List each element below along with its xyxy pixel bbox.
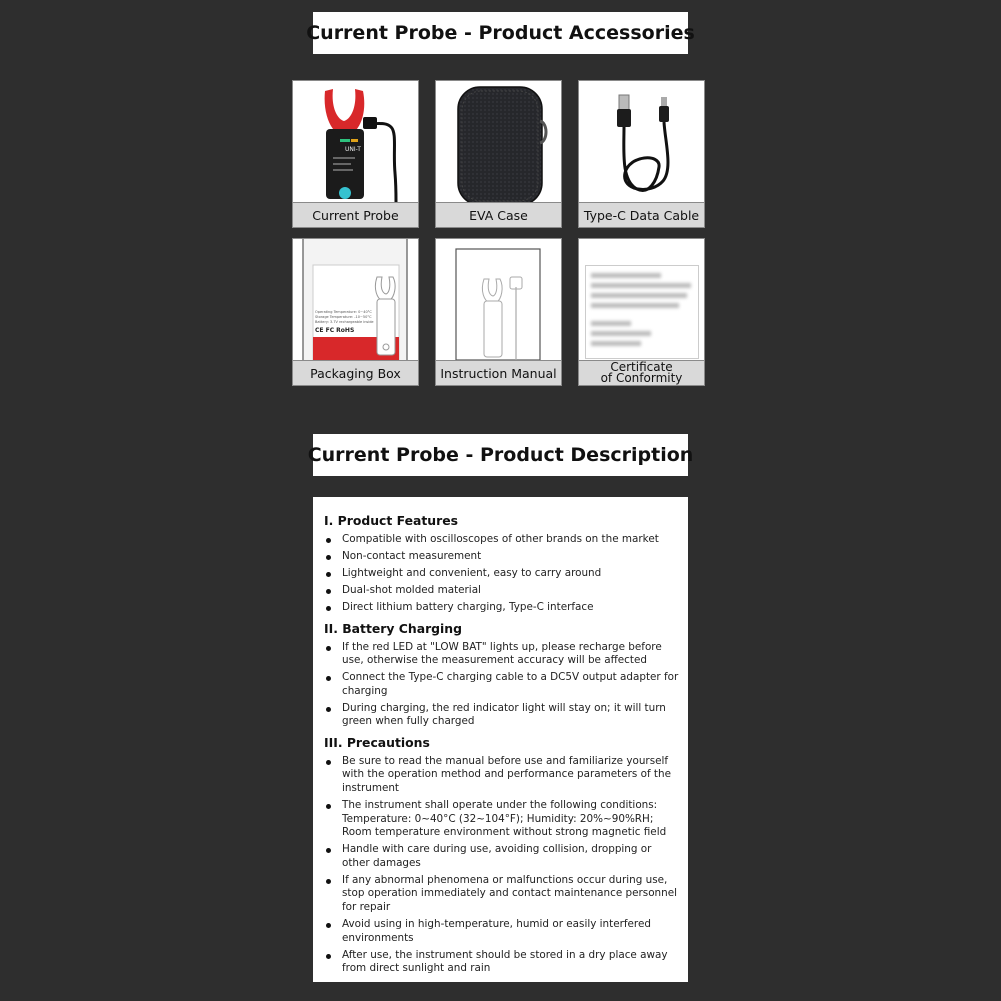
caption-current-probe: Current Probe — [293, 202, 418, 227]
probe-brand-text: UNI-T — [345, 146, 361, 153]
box-icon — [293, 239, 418, 360]
description-panel — [313, 497, 688, 982]
list-item: Be sure to read the manual before use and familiarize yourself with the operation method and performance parameters of the instrument — [324, 755, 679, 796]
box-text-3: Battery: 3.7V rechargeable inside — [315, 320, 374, 324]
list-item: If any abnormal phenomena or malfunctions occur during use, stop operation immediately and contact maintenance personnel for repair — [324, 874, 679, 915]
section-battery-charging — [324, 621, 679, 729]
caption-certificate — [579, 360, 704, 385]
accessories-title: Current Probe - Product Accessories — [313, 12, 688, 54]
box-marks: CE FC RoHS — [315, 327, 355, 334]
accessory-card-eva-case — [435, 80, 562, 228]
charging-list — [324, 641, 679, 729]
caption-type-c-cable: Type-C Data Cable — [579, 202, 704, 227]
list-item: Dual-shot molded material — [324, 584, 679, 598]
accessory-card-type-c-cable — [578, 80, 705, 228]
list-item: Compatible with oscilloscopes of other brands on the market — [324, 533, 679, 547]
section-precautions — [324, 735, 679, 976]
usb-cable-icon — [579, 81, 704, 202]
accessory-card-instruction-manual — [435, 238, 562, 386]
caption-eva-case: EVA Case — [436, 202, 561, 227]
case-icon — [436, 81, 561, 202]
clamp-meter-icon — [293, 81, 418, 202]
caption-packaging-box: Packaging Box — [293, 360, 418, 385]
caption-certificate-line2: of Conformity — [600, 371, 683, 385]
section-heading: II. Battery Charging — [324, 620, 462, 636]
precautions-list — [324, 755, 679, 976]
list-item: If the red LED at "LOW BAT" lights up, please recharge before use, otherwise the measurement accuracy will be affected — [324, 641, 679, 668]
list-item: The instrument shall operate under the following conditions: Temperature: 0~40°C (32~104°F); Humidity: 20%~90%RH; Room temperature environment without strong magnetic field — [324, 799, 679, 840]
manual-icon — [436, 239, 561, 360]
accessory-card-packaging-box — [292, 238, 419, 386]
caption-certificate-line1: Certificate — [610, 360, 673, 374]
caption-instruction-manual: Instruction Manual — [436, 360, 561, 385]
list-item: Handle with care during use, avoiding collision, dropping or other damages — [324, 843, 679, 870]
accessory-card-certificate — [578, 238, 705, 386]
box-text-1: Operating Temperature: 0~40°C — [315, 310, 372, 314]
list-item: Connect the Type-C charging cable to a DC5V output adapter for charging — [324, 671, 679, 698]
section-heading: I. Product Features — [324, 513, 458, 528]
section-heading: III. Precautions — [324, 734, 430, 750]
description-title: Current Probe - Product Description — [313, 434, 688, 476]
section-product-features — [324, 513, 679, 615]
list-item: Avoid using in high-temperature, humid or easily interfered environments — [324, 918, 679, 945]
features-list — [324, 533, 679, 615]
box-text-2: Storage Temperature: -10~50°C — [315, 315, 372, 319]
list-item: During charging, the red indicator light will stay on; it will turn green when fully charged — [324, 702, 679, 729]
list-item: After use, the instrument should be stored in a dry place away from direct sunlight and rain — [324, 949, 679, 976]
accessory-card-current-probe — [292, 80, 419, 228]
list-item: Non-contact measurement — [324, 550, 679, 564]
accessories-grid — [292, 80, 706, 387]
list-item: Direct lithium battery charging, Type-C interface — [324, 601, 679, 615]
description-content — [324, 513, 679, 982]
certificate-icon — [579, 239, 704, 360]
list-item: Lightweight and convenient, easy to carry around — [324, 567, 679, 581]
